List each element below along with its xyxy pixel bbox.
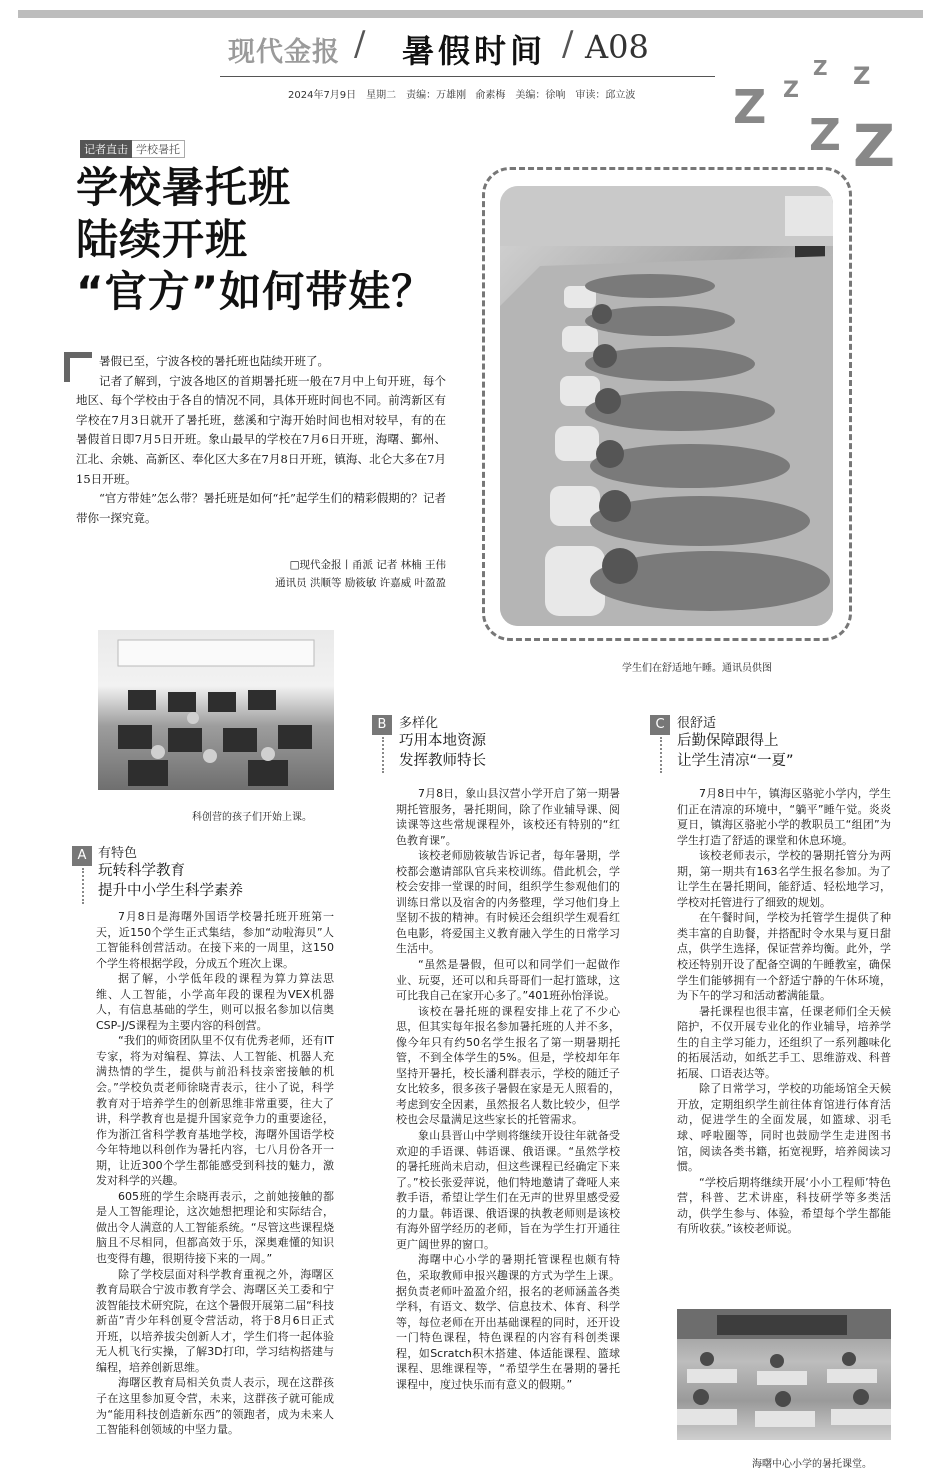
top-rule-bar [18,10,923,18]
nap-scene-illustration [500,186,833,626]
masthead-divider: / [354,24,366,64]
section-c-tag: 很舒适 [677,716,717,731]
photo-c-caption: 海曙中心小学的暑托课堂。 [752,1459,872,1470]
section-c-body [677,786,891,1237]
section-b-title [399,731,486,771]
section-a-dotline [82,868,84,904]
lead-paragraph: “官方带娃”怎么带？暑托班是如何“托”起学生们的精彩假期的？记者带你一探究竟。 [76,491,446,525]
section-a-paragraph: 据了解，小学低年段的课程为算力算法思维、人工智能，小学高年段的课程为VEX机器人，有信息基础的学生，则可以报名参加以信奥CSP-J/S课程为主要内容的科创营。 [96,972,334,1032]
section-c-paragraph: 暑托课程也很丰富，任课老师们全天候陪护，不仅开展专业化的作业辅导，培养学生的自主学习能力，还组织了一系列趣味化的拓展活动，如纸艺手工、思维游戏、科普拓展、口语表达等。 [677,1004,891,1080]
lead-text [76,352,446,528]
section-a-title-line: 玩转科学教育 [98,863,185,879]
section-b-tag: 多样化 [399,716,439,731]
headline-line: 学校暑托班 [76,163,292,212]
section-name: 暑假时间 [402,32,547,70]
photo-classroom [677,1309,891,1440]
byline-correspondents: 通讯员 洪顺等 励筱敏 许嘉威 叶盈盈 [275,577,446,589]
z-letter-icon: Z [853,112,896,180]
section-a-paragraph: 605班的学生余晓再表示，之前她接触的都是人工智能理论，这次她想把理论和实际结合，做出令人满意的人工智能系统。“尽管这些课程烧脑且不尽相同，但都高效于乐，深奥难懂的知识也变得有趣，很期待接下来的一周。” [96,1189,334,1266]
section-a-paragraph: 除了学校层面对科学教育重视之外，海曙区教育局联合宁波市教育学会、海曙区关工委和宁波智能技术研究院，在这个暑假开展第二届“科技新苗”青少年科创夏令营活动，将于8月6日正式开班，以培养拔尖创新人才，学生们将一起体验无人机飞行实操，了解3D打印，学习结构搭建与编程，培养创新思维。 [96,1267,334,1374]
byline-reporters: □现代金报丨甬派 记者 林楠 王伟 [289,559,446,571]
section-b-body [396,786,620,1392]
section-b-dotline [382,737,384,773]
section-a-paragraph: 海曙区教育局相关负责人表示，现在这群孩子在这里参加夏令营，未来，这群孩子就可能成为“能用科技创造新东西”的领跑者，成为未来人工智能科创领域的中坚力量。 [96,1376,334,1437]
section-c-title-line: 后勤保障跟得上 [677,733,779,749]
masthead-divider: / [562,24,574,64]
section-b-paragraph: 海曙中心小学的暑期托管课程也颇有特色，采取教师申报兴趣课的方式为学生上课。据负责老师叶盈盈介绍，报名的老师涵盖各类学科，有语文、数学、信息技术、体育、科学等，每位老师在开出基础课程的同时，还开设一门特色课程，特色课程的内容有科创类课程，如Scratch积木搭建、体适能课程、篮球课程、思维课程等，“希望学生在暑期的暑托课程中，度过快乐而有意义的假期。” [396,1253,620,1391]
z-letter-icon: Z [783,78,799,103]
section-b-title-line: 发挥教师特长 [399,753,486,769]
photo-science-class [98,630,334,790]
kicker-tag-secondary: 学校暑托 [132,140,185,158]
classroom-students-illustration [677,1309,891,1440]
z-letter-icon: Z [853,62,871,90]
section-a-title-line: 提升中小学生科学素养 [98,883,243,899]
main-photo-caption: 学生们在舒适地午睡。通讯员供图 [622,663,772,674]
paper-name: 现代金报 [228,37,340,68]
z-letter-icon: Z [809,110,841,161]
kicker-tag-primary: 记者直击 [80,140,132,158]
headline-line: “官方”如何带娃？ [76,267,435,316]
kicker-tags [80,140,185,158]
section-a-paragraph: “我们的师资团队里不仅有优秀老师，还有IT专家，将为对编程、算法、人工智能、机器人充满热情的学生，提供与前沿科技亲密接触的机会。”学校负责老师徐晓青表示，往小了说，科学教育对于培养学生的创新思维非常重要，往大了讲，科学教育也是提升国家竞争力的重要途径，作为浙江省科学教育基地学校，海曙外国语学校今年特地以科创作为暑托内容，七八月份各开一期，让近300个学生都能感受到科技的魅力，激发对科学的兴趣。 [96,1034,334,1188]
section-c-dotline [660,737,662,773]
section-c-paragraph: 除了日常学习，学校的功能场馆全天候开放，定期组织学生前往体育馆进行体育活动，促进学生的全面发展，如篮球、羽毛球、呼啦圈等，同时也鼓励学生走进图书馆，阅读各类书籍，拓宽视野，培养阅读习惯。 [677,1082,891,1174]
section-b-paragraph: 该校老师励筱敏告诉记者，每年暑期，学校都会邀请部队官兵来校训练。借此机会，学校会安排一堂课的时间，组织学生参观他们的训练日常以及宿舍的内务整理，学习他们身上坚韧不拔的精神。有时候还会组织学生观看红色电影，将爱国主义教育融入学生的日常学习生活中。 [396,849,620,956]
section-c-paragraph: 7月8日中午，镇海区骆驼小学内，学生们正在清凉的环境中，“躺平”睡午觉。炎炎夏日，镇海区骆驼小学的教职员工“组团”为学生打造了舒适的课堂和休息环境。 [677,787,891,847]
section-a-paragraph: 7月8日是海曙外国语学校暑托班开班第一天，近150个学生正式集结，参加“动啦海贝”人工智能科创营活动。在接下来的一周里，这150个学生将根据学段，分成五个班次上课。 [96,910,334,970]
byline [200,556,446,592]
headline-line: 陆续开班 [76,215,249,264]
page-number: A08 [585,28,649,66]
section-a-letter: A [72,846,92,866]
z-letter-icon: Z [813,56,828,80]
sleep-zzz-decoration [725,50,915,180]
section-c-title-line: 让学生清凉“一夏” [677,753,794,769]
lead-paragraph: 暑假已至，宁波各校的暑托班也陆续开班了。 [99,354,329,368]
section-b-paragraph: 该校在暑托班的课程安排上花了不少心思，但其实每年报名参加暑托班的人并不多，像今年只有约50名学生报名了第一期暑期托管，不到全体学生的5%。但是，学校却年年坚持开暑托，校长潘利群表示，学校的随迁子女比较多，很多孩子暑假在家是无人照看的，考虑到安全因素，虽然报名人数比较少，但学校也会尽量满足这些家长的托管需求。 [396,1004,620,1127]
section-b-title-line: 巧用本地资源 [399,733,486,749]
decoration-text [725,50,726,51]
section-a-body [96,909,334,1438]
issue-meta: 2024年7月9日 星期二 责编：万雄刚 俞素梅 美编：徐响 审读：邱立波 [288,90,636,101]
section-c-paragraph: 该校老师表示，学校的暑期托管分为两期，第一期共有163名学生报名参加。为了让学生在暑托期间，能舒适、轻松地学习，学校对托管进行了细致的规划。 [677,849,891,909]
section-c-paragraph: “学校后期将继续开展‘小小工程师’特色营，科普、艺术讲座，科技研学等多类活动，供学生参与、体验，希望每个学生都能有所收获。”该校老师说。 [677,1175,891,1236]
photo-a-caption: 科创营的孩子们开始上课。 [192,812,312,823]
main-photo-nap [500,186,833,626]
section-a-title [98,861,243,901]
section-b-paragraph: 象山县晋山中学则将继续开设往年就备受欢迎的手语课、韩语课、俄语课。“虽然学校的暑托班尚未启动，但这些课程已经确定下来了。”校长张爱萍说，他们特地邀请了聋哑人来教手语，希望让学生们在无声的世界里感受爱的力量。韩语课、俄语课的执教老师则是该校有海外留学经历的老师，旨在为学生打开通往更广阔世界的窗口。 [396,1129,620,1251]
section-b-paragraph: 7月8日，象山县汉营小学开启了第一期暑期托管服务，暑托期间，除了作业辅导课、阅读课等这些常规课程外，该校还有特别的“红色教育课”。 [396,787,620,847]
section-a-tag: 有特色 [98,846,138,861]
section-c-paragraph: 在午餐时间，学校为托管学生提供了种类丰富的自助餐，并搭配时令水果与夏日甜点，供学生选择，保证营养均衡。此外，学校还特别开设了配备空调的午睡教室，确保学生们能够拥有一个舒适宁静的午休环境，为下午的学习和活动蓄满能量。 [677,911,891,1003]
lead-paragraph: 记者了解到，宁波各地区的首期暑托班一般在7月中上旬开班，每个地区、每个学校由于各自的情况不同，具体开班时间也不同。前湾新区有学校在7月3日就开了暑托班，慈溪和宁海开始时间也相对较早，有的在暑假首日即7月5日开班。象山最早的学校在7月6日开班，海曙、鄞州、江北、余姚、高新区、奉化区大多在7月8日开班，镇海、北仑大多在7月15日开班。 [76,373,446,486]
section-c-letter: C [650,715,670,735]
headline [76,162,434,318]
section-c-title [677,731,794,771]
z-letter-icon: Z [733,80,767,134]
masthead-rule [220,76,715,77]
section-b-paragraph: “虽然是暑假，但可以和同学们一起做作业、玩耍，还可以和兵哥哥们一起打篮球，这可比我自己在家开心多了。”401班孙怡泽说。 [396,958,620,1003]
section-b-letter: B [372,715,392,735]
classroom-computers-illustration [98,630,334,790]
